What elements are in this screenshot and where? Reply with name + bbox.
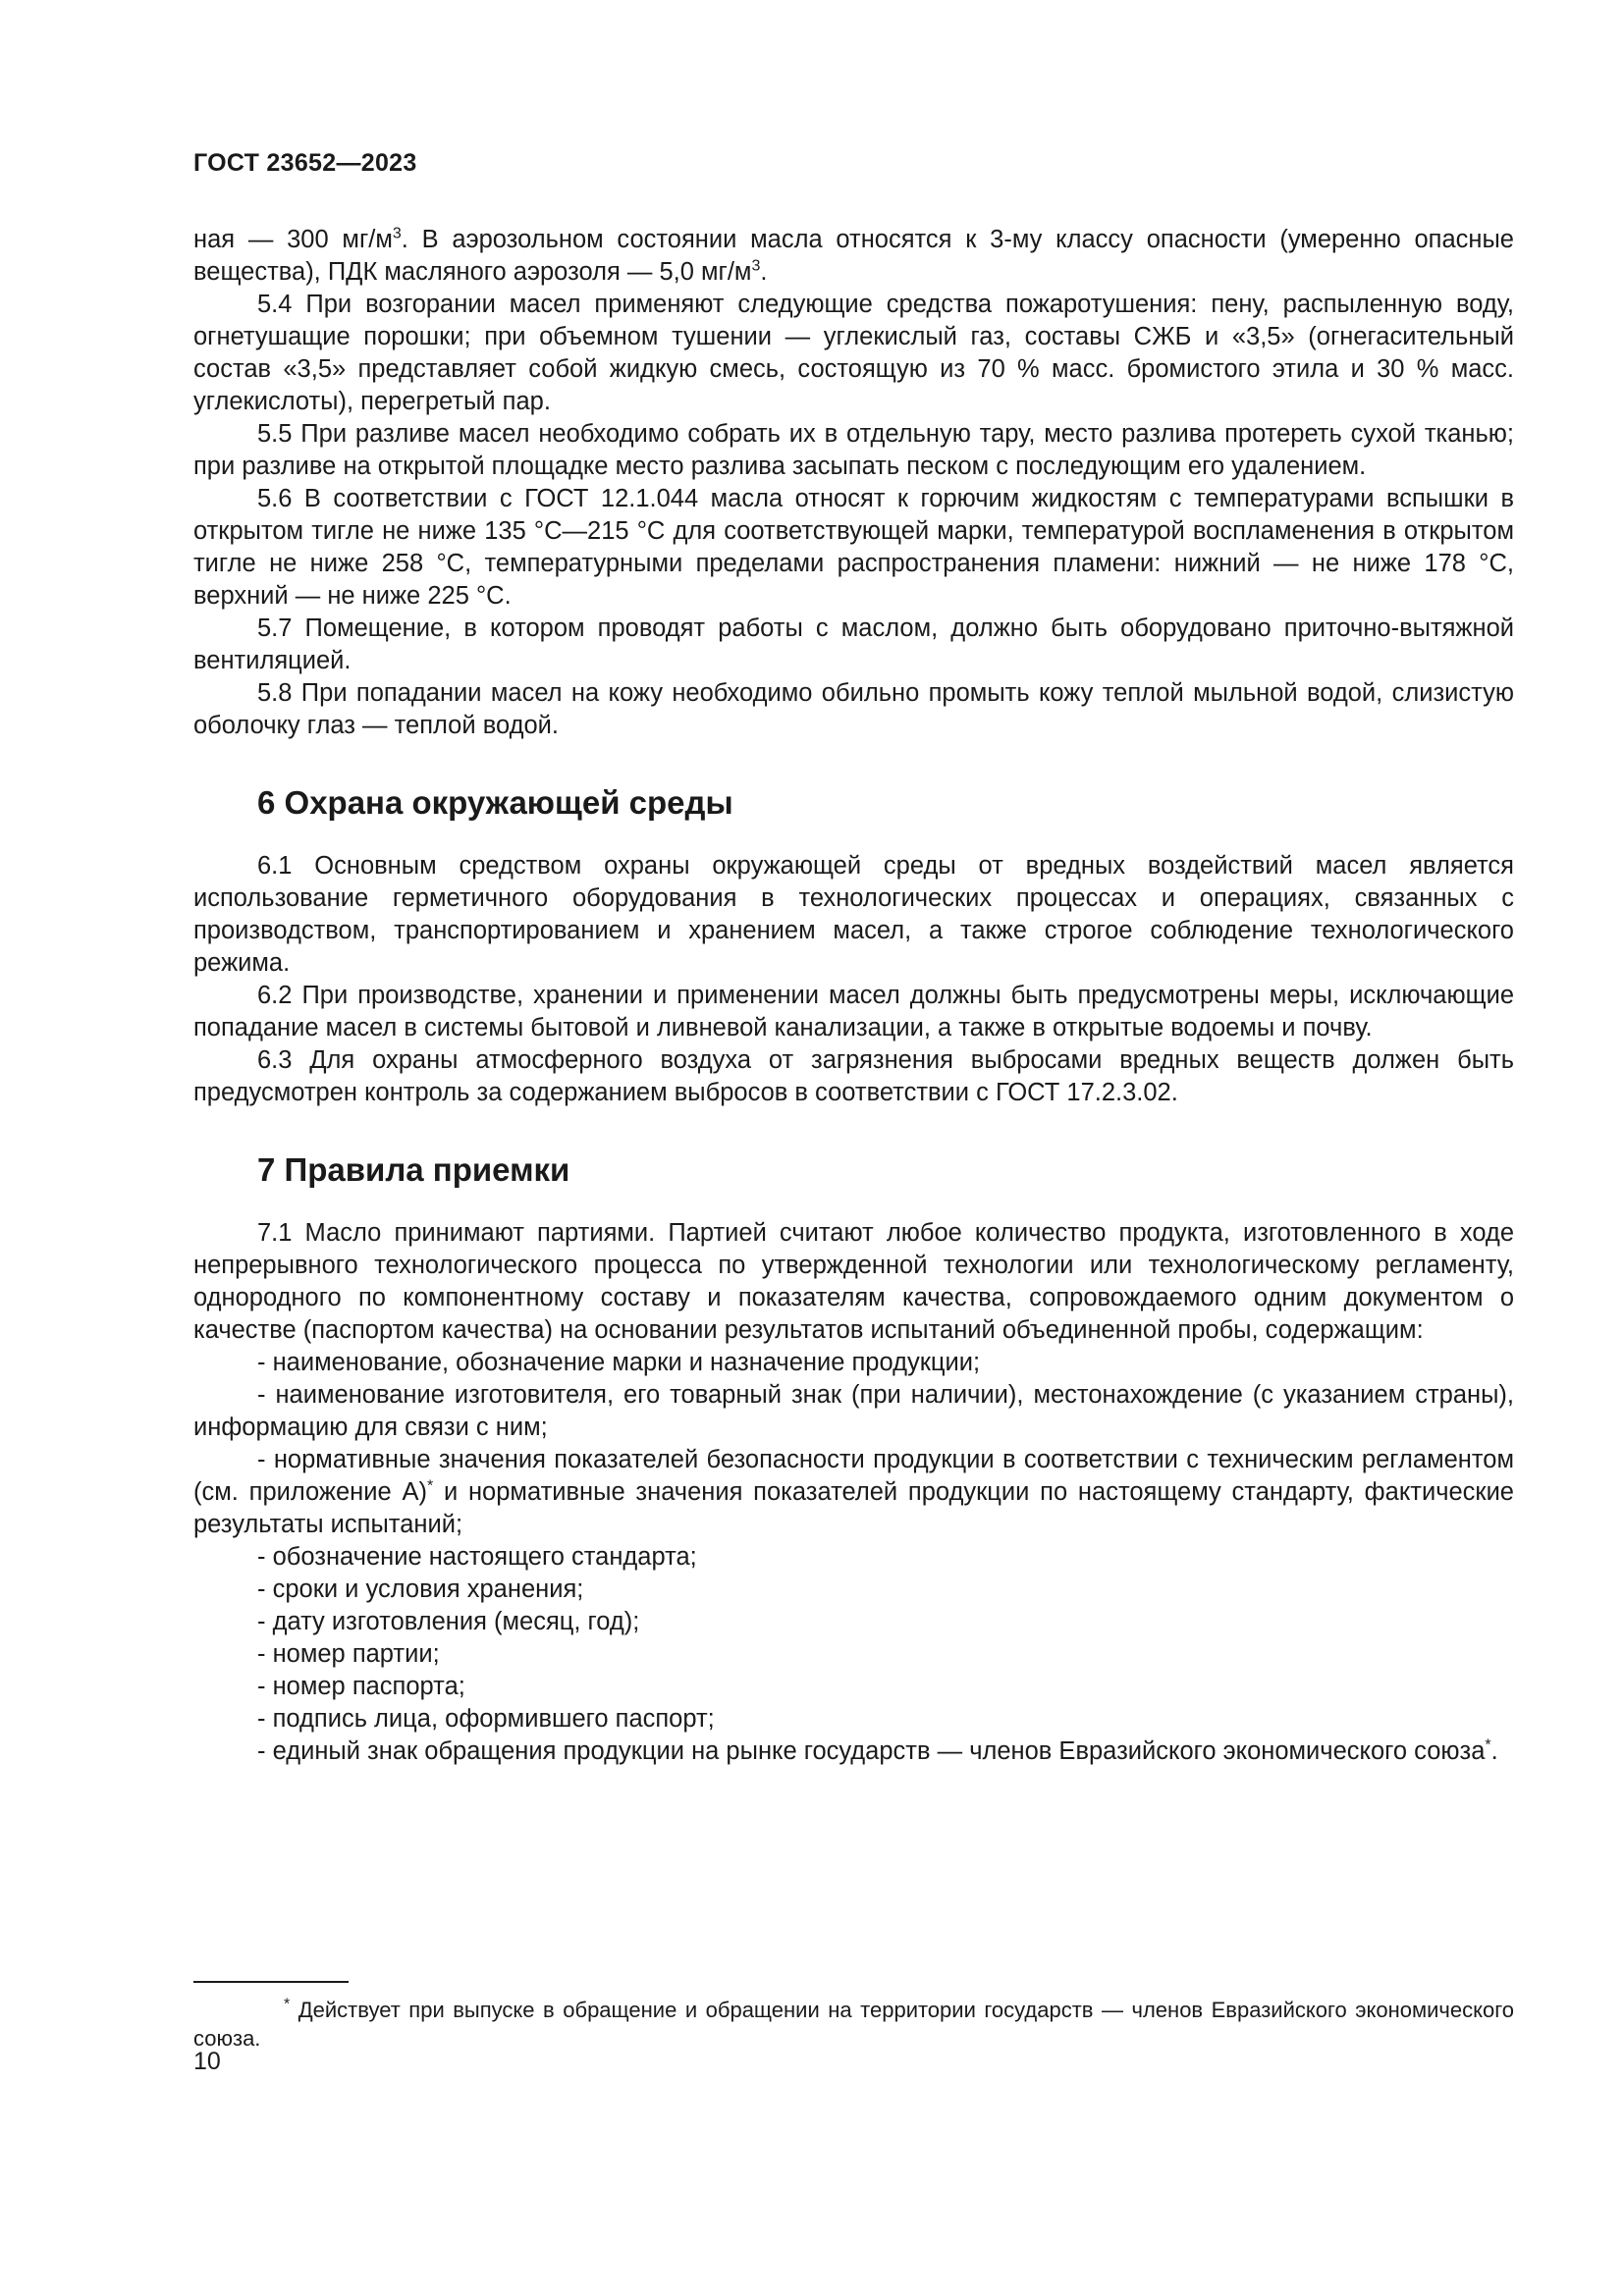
list-item: - наименование, обозначение марки и назначение продукции;	[257, 1349, 981, 1376]
footnote	[193, 1996, 1514, 2053]
paragraph-7-1: 7.1 Масло принимают партиями. Партией считают любое количество продукта, изготовленного в ходе непрерывного технологического процесса по утвержденной технологии или технологическому регламенту, однородного по компонентному составу и показателям качества, сопровождаемого одним документом о качестве (паспортом качества) на основании результатов испытаний объединенной пробы, содержащим:	[193, 1219, 1514, 1344]
text-run: - единый знак обращения продукции на рынке государств — членов Евразийского экономического союза	[257, 1737, 1486, 1765]
text-run: - нормативные значения показателей безопасности продукции в соответствии с техническим регламентом (см. приложение А)	[193, 1446, 1514, 1506]
text-run: ная — 300 мг/м	[193, 226, 393, 253]
list-item	[193, 1735, 1514, 1768]
paragraph-6-1: 6.1 Основным средством охраны окружающей среды от вредных воздействий масел является использование герметичного оборудования в технологических процессах и операциях, связанных с производством, транспортированием и хранением масел, а также строгое соблюдение технологического режима.	[193, 852, 1514, 977]
paragraph-5-4: 5.4 При возгорании масел применяют следующие средства пожаротушения: пену, распыленную воду, огнетушащие порошки; при объемном тушении — углекислый газ, составы СЖБ и «3,5» (огнегасительный состав «3,5» представляет собой жидкую смесь, состоящую из 70 % масс. бромистого этила и 30 % масс. углекислоты), перегретый пар.	[193, 291, 1514, 415]
footnote-text: Действует при выпуске в обращение и обращении на территории государств — членов Евразийского экономического союза.	[193, 1998, 1514, 2051]
text-run: .	[760, 258, 768, 286]
section-7-heading: 7 Правила приемки	[257, 1151, 570, 1188]
list-item: - наименование изготовителя, его товарный знак (при наличии), местонахождение (с указанием страны), информацию для связи с ним;	[193, 1381, 1514, 1441]
footnote-marker: *	[284, 1996, 291, 2013]
list-item: - номер паспорта;	[257, 1673, 465, 1700]
text-run: и нормативные значения показателей продукции по настоящему стандарту, фактические результаты испытаний;	[193, 1478, 1514, 1538]
footnote-marker: *	[426, 1477, 434, 1495]
paragraph-5-6: 5.6 В соответствии с ГОСТ 12.1.044 масла относят к горючим жидкостям с температурами вспышки в открытом тигле не ниже 135 °С—215 °С для соответствующей марки, температурой воспламенения в открытом тигле не ниже 258 °С, температурными пределами распространения пламени: нижний — не ниже 178 °С, верхний — не ниже 225 °С.	[193, 485, 1514, 610]
superscript: 3	[751, 257, 761, 275]
list-item: - обозначение настоящего стандарта;	[257, 1543, 697, 1571]
page-number: 10	[193, 2048, 221, 2075]
continued-paragraph	[193, 224, 1514, 289]
paragraph-5-8: 5.8 При попадании масел на кожу необходимо обильно промыть кожу теплой мыльной водой, слизистую оболочку глаз — теплой водой.	[193, 679, 1514, 739]
paragraph-6-2: 6.2 При производстве, хранении и применении масел должны быть предусмотрены меры, исключающие попадание масел в системы бытовой и ливневой канализации, а также в открытые водоемы и почву.	[193, 982, 1514, 1041]
section-6-heading: 6 Охрана окружающей среды	[257, 784, 733, 821]
text-run: . В аэрозольном состоянии масла относятся к 3-му классу опасности (умеренно опасные вещества), ПДК масляного аэрозоля — 5,0 мг/м	[193, 226, 1514, 286]
list-item: - дату изготовления (месяц, год);	[257, 1608, 640, 1635]
paragraph-5-7: 5.7 Помещение, в котором проводят работы с маслом, должно быть оборудовано приточно-вытяжной вентиляцией.	[193, 614, 1514, 674]
paragraph-6-3: 6.3 Для охраны атмосферного воздуха от загрязнения выбросами вредных веществ должен быть предусмотрен контроль за содержанием выбросов в соответствии с ГОСТ 17.2.3.02.	[193, 1046, 1514, 1106]
footnote-marker: *	[1485, 1736, 1491, 1754]
document-body	[193, 224, 1514, 1768]
superscript: 3	[392, 225, 402, 242]
list-item: - номер партии;	[257, 1640, 440, 1668]
list-item: - подпись лица, оформившего паспорт;	[257, 1705, 715, 1733]
document-header: ГОСТ 23652—2023	[193, 149, 417, 177]
list-item	[193, 1444, 1514, 1541]
footnote-divider	[193, 1981, 349, 1983]
list-item: - сроки и условия хранения;	[257, 1575, 584, 1603]
text-run: .	[1490, 1737, 1498, 1765]
paragraph-5-5: 5.5 При разливе масел необходимо собрать их в отдельную тару, место разлива протереть сухой тканью; при разливе на открытой площадке место разлива засыпать песком с последующим его удалением.	[193, 420, 1514, 480]
